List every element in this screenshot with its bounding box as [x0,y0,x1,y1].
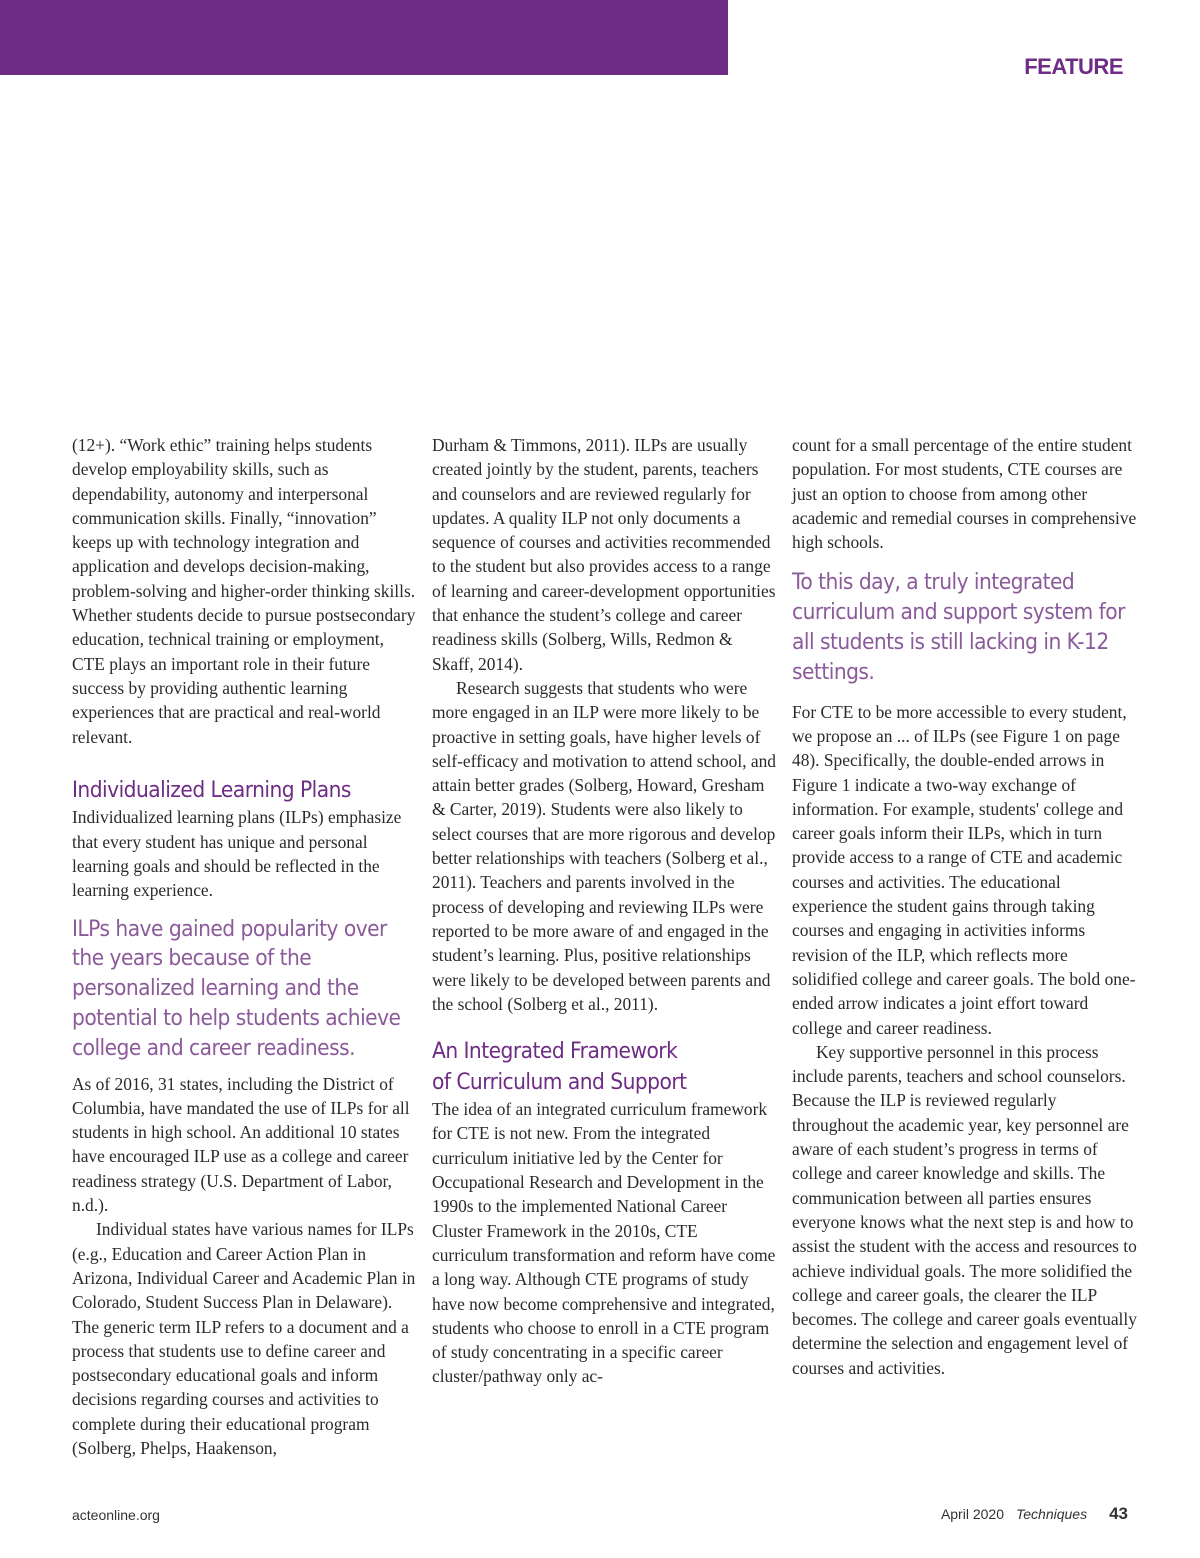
footer-website: acteonline.org [72,1507,160,1523]
section-heading [432,1036,743,1097]
heading-line: of Curriculum and Support [432,1068,687,1095]
footer-date: April 2020 [940,1506,1004,1522]
paragraph: (12+). “Work ethic” training helps students develop employability skills, such as dependability, autonomy and interpersonal communication skills. Finally, “innovation” keeps up with technology integration and application and develops decision-making, problem-solving and higher-order thinking skills. Whether students decide to pursue postsecondary education, technical training or employment, CTE plays an important role in their future success by providing authentic learning experiences that are practical and real-world relevant. [72,435,416,747]
column-1 [72,433,417,1460]
paragraph: Key supportive personnel in this process include parents, teachers and school counselors. Because the ILP is reviewed regularly throughout the academic year, key personnel are aware of each student’s progress in terms of college and career knowledge and skills. The communication between all parties ensures everyone knows what the next step is and how to assist the student with the access and resources to achieve individual goals. The more solidified the college and career goals, the clearer the ILP becomes. The college and career goals eventually determine the selection and engagement level of courses and activities. [792,1041,1137,1378]
pull-quote: ILPs have gained popularity over the years because of the personalized learning and the potential to help students achieve college and career readiness. [72,915,401,1061]
header-color-bar [0,0,728,75]
paragraph: The idea of an integrated curriculum framework for CTE is not new. From the integrated curriculum initiative led by the Center for Occupational Research and Development in the 1990s to the implemented National Career Cluster Framework in the 2010s, CTE curriculum transformation and reform have come a long way. Although CTE programs of study have now become comprehensive and integrated, students who choose to enroll in a CTE program of study concentrating in a specific career cluster/pathway only ac- [432,1099,776,1387]
paragraph: Individual states have various names for ILPs (e.g., Education and Career Action Plan in Arizona, Individual Career and Academic Plan in Colorado, Student Success Plan in Delaware). The generic term ILP refers to a document and a process that students use to define career and postsecondary educational goals and inform decisions regarding courses and activities to complete during their educational program (Solberg, Phelps, Haakenson, [72,1219,416,1458]
section-label: FEATURE [1024,54,1123,79]
paragraph: For CTE to be more accessible to every student, we propose an ... of ILPs (see Figure 1 on page 48). Specifically, the double-ended arrows in Figure 1 indicate a two-way exchange of information. For example, students' college and career goals inform their ILPs, which in turn provide access to a range of CTE and academic courses and activities. The educational experience the student gains through taking courses and engaging in activities informs revision of the ILP, which reflects more solidified college and career goals. The bold one-ended arrow indicates a joint effort toward college and career readiness. [792,701,1136,1038]
page-number: 43 [1109,1504,1128,1523]
heading-line: An Integrated Framework [432,1038,678,1065]
column-3 [792,433,1137,1380]
column-2 [432,433,777,1389]
paragraph: Durham & Timmons, 2011). ILPs are usually created jointly by the student, parents, teachers and counselors and are reviewed regularly for updates. A quality ILP not only documents a sequence of courses and activities recommended to the student but also provides access to a range of learning and career-development opportunities that enhance the student’s college and career readiness skills (Solberg, Wills, Redmon & Skaff, 2014). [432,435,776,674]
paragraph: Research suggests that students who were more engaged in an ILP were more likely to be proactive in setting goals, have higher levels of self-efficacy and motivation to attend school, and attain better grades (Solberg, Howard, Gresham & Carter, 2019). Students were also likely to select courses that are more rigorous and develop better relationships with teachers (Solberg et al., 2011). Teachers and parents involved in the process of developing and reviewing ILPs were reported to be more aware of and engaged in the student’s learning. Plus, positive relationships were likely to be developed between parents and the school (Solberg et al., 2011). [432,677,776,1014]
pull-quote: To this day, a truly integrated curriculum and support system for all students is still lacking in K-12 settings. [792,569,1125,685]
footer-info [941,1504,1128,1524]
section-heading: Individualized Learning Plans [72,776,351,803]
paragraph: As of 2016, 31 states, including the District of Columbia, have mandated the use of ILPs for all students in high school. An additional 10 states have encouraged ILP use as a college and career readiness strategy (U.S. Department of Labor, n.d.). [72,1073,410,1216]
paragraph: count for a small percentage of the entire student population. For most students, CTE courses are just an option to choose from among other academic and remedial courses in comprehensive high schools. [792,435,1137,553]
paragraph: Individualized learning plans (ILPs) emphasize that every student has unique and personal learning goals and should be reflected in the learning experience. [72,807,402,901]
footer-publication: Techniques [1015,1506,1088,1522]
